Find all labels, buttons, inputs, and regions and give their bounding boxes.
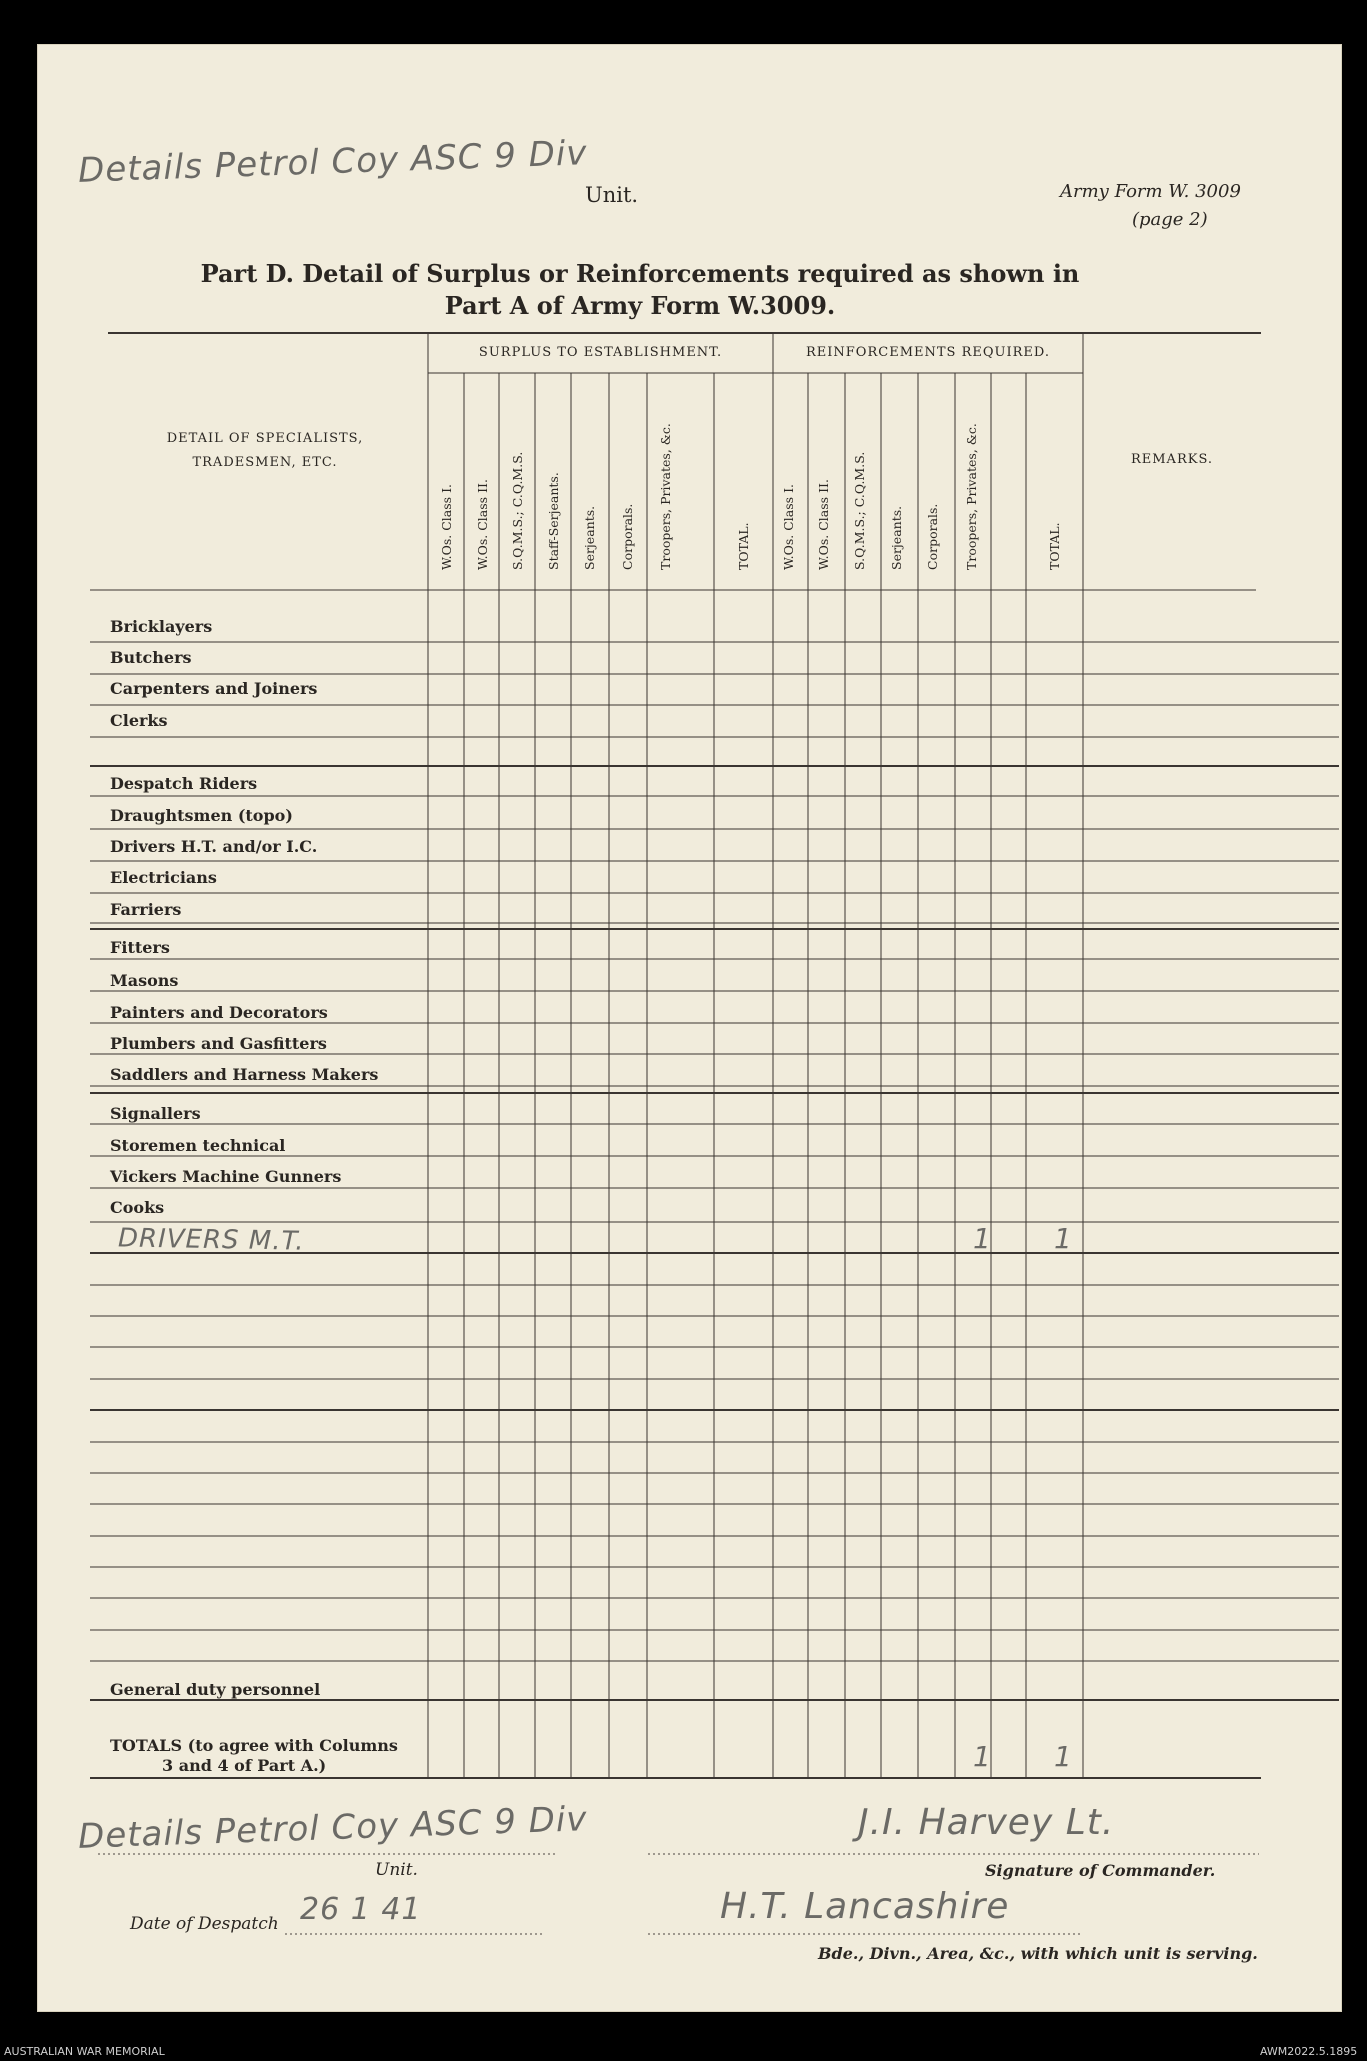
detail-header-line-2: TRADESMEN, ETC. — [192, 455, 338, 470]
date-handwritten: 26 1 41 — [300, 1892, 422, 1927]
page-number: (page 2) — [1132, 209, 1208, 230]
surplus-col-corporals: Corporals. — [620, 503, 635, 570]
surplus-col-wo1: W.Os. Class I. — [439, 484, 454, 570]
table-row-label: Despatch Riders — [110, 774, 258, 793]
reinf-col-serjeants: Serjeants. — [889, 505, 904, 570]
reinf-col-total: TOTAL. — [1047, 522, 1062, 570]
table-row-label: Farriers — [110, 900, 182, 919]
footer-unit-label: Unit. — [375, 1860, 418, 1880]
surplus-header: SURPLUS TO ESTABLISHMENT. — [478, 345, 723, 360]
remarks-header: REMARKS. — [1130, 452, 1214, 467]
handwritten-troopers-count: 1 — [973, 1222, 992, 1255]
detail-header-line-1: DETAIL OF SPECIALISTS, — [166, 431, 364, 446]
date-label: Date of Despatch — [130, 1914, 279, 1934]
table-row-label: Drivers H.T. and/or I.C. — [110, 837, 318, 856]
surplus-col-total: TOTAL. — [736, 522, 751, 570]
table-row-label: Draughtsmen (topo) — [110, 806, 293, 825]
totals-line-1: TOTALS (to agree with Columns — [110, 1736, 398, 1755]
reinf-col-wo1: W.Os. Class I. — [781, 484, 796, 570]
unit-handwritten: Details Petrol Coy ASC 9 Div — [77, 133, 589, 191]
table-row-label: Carpenters and Joiners — [110, 679, 318, 698]
commander-signature: J.I. Harvey Lt. — [858, 1802, 1115, 1843]
table-row-label: Signallers — [110, 1104, 201, 1123]
signature-label: Signature of Commander. — [985, 1861, 1216, 1880]
surplus-col-serjeants: Serjeants. — [582, 505, 597, 570]
table-row-label: Saddlers and Harness Makers — [110, 1065, 379, 1084]
surplus-col-sqms: S.Q.M.S.; C.Q.M.S. — [510, 451, 525, 570]
table-row-label: Butchers — [110, 648, 192, 667]
credit-left: AUSTRALIAN WAR MEMORIAL — [4, 2045, 165, 2058]
table-row-label: Clerks — [110, 711, 168, 730]
surplus-col-staff-serjeants: Staff-Serjeants. — [546, 472, 561, 570]
table-row-label: Fitters — [110, 938, 170, 957]
handwritten-row-drivers-mt: DRIVERS M.T. — [117, 1223, 305, 1257]
credit-right: AWM2022.5.1895 — [1260, 2045, 1358, 2058]
reinf-col-wo2: W.Os. Class II. — [816, 479, 831, 570]
table-row-label: Painters and Decorators — [110, 1003, 328, 1022]
footer-unit-handwritten: Details Petrol Coy ASC 9 Div — [77, 1799, 589, 1857]
surplus-col-troopers: Troopers, Privates, &c. — [658, 423, 673, 570]
bde-handwritten: H.T. Lancashire — [720, 1886, 1010, 1927]
table-row-label: Bricklayers — [110, 617, 213, 636]
table-row-label: Vickers Machine Gunners — [110, 1167, 342, 1186]
reinf-col-corporals: Corporals. — [925, 503, 940, 570]
totals-line-2: 3 and 4 of Part A.) — [162, 1756, 327, 1775]
table-row-label: Masons — [110, 971, 179, 990]
surplus-col-wo2: W.Os. Class II. — [475, 479, 490, 570]
army-form-number: Army Form W. 3009 — [1060, 181, 1241, 202]
bde-label: Bde., Divn., Area, &c., with which unit is serving. — [818, 1944, 1258, 1963]
table-row-label: Plumbers and Gasfitters — [110, 1034, 327, 1053]
table-row-label: Electricians — [110, 868, 217, 887]
unit-label: Unit. — [585, 183, 639, 207]
totals-total-count: 1 — [1054, 1740, 1073, 1773]
general-duty-label: General duty personnel — [110, 1680, 321, 1699]
reinf-col-sqms: S.Q.M.S.; C.Q.M.S. — [852, 451, 867, 570]
title-line-2: Part A of Army Form W.3009. — [444, 291, 836, 320]
table-row-label: Cooks — [110, 1198, 165, 1217]
totals-troopers-count: 1 — [973, 1740, 992, 1773]
handwritten-total-count: 1 — [1054, 1222, 1073, 1255]
title-line-1: Part D. Detail of Surplus or Reinforcements required as shown in — [200, 259, 1080, 288]
table-row-label: Storemen technical — [110, 1136, 286, 1155]
reinf-col-troopers: Troopers, Privates, &c. — [964, 423, 979, 570]
reinforcements-header: REINFORCEMENTS REQUIRED. — [806, 345, 1050, 360]
